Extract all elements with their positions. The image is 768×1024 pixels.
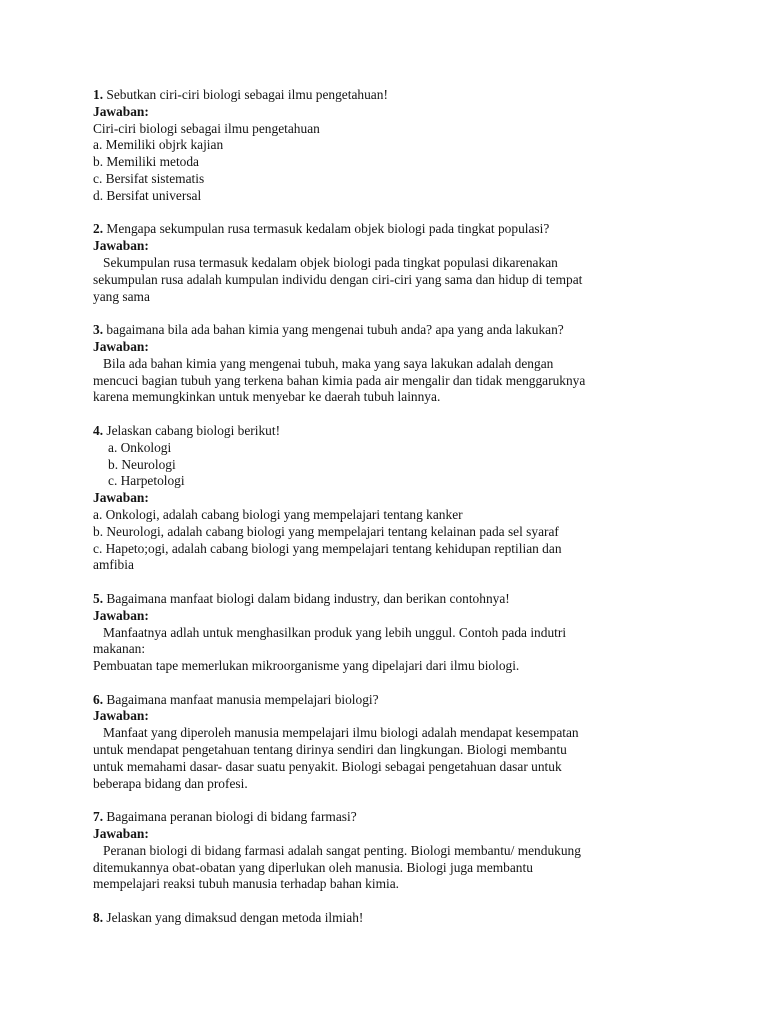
answer-line: b. Memiliki metoda [93,154,199,170]
question-text: bagaimana bila ada bahan kimia yang mengenai tubuh anda? apa yang anda lakukan? [106,322,564,338]
answer-line: amfibia [93,557,134,573]
question-block-8 [93,910,693,927]
answer-line: beberapa bidang dan profesi. [93,775,248,791]
answer-line: Pembuatan tape memerlukan mikroorganisme yang dipelajari dari ilmu biologi. [93,658,520,674]
question-line [93,591,693,608]
question-number: 7. [93,809,104,825]
question-text: Jelaskan cabang biologi berikut! [106,422,281,438]
question-text: Sebutkan ciri-ciri biologi sebagai ilmu pengetahuan! [106,87,388,102]
question-text: Mengapa sekumpulan rusa termasuk kedalam objek biologi pada tingkat populasi? [106,221,550,237]
answer-line: Manfaat yang diperoleh manusia mempelajari ilmu biologi adalah mendapat kesempatan [93,725,579,741]
question-number: 2. [93,221,104,237]
answer-line: c. Bersifat sistematis [93,170,205,186]
answer-label: Jawaban: [93,338,149,354]
answer-line: b. Neurologi, adalah cabang biologi yang mempelajari tentang kelainan pada sel syaraf [93,523,559,539]
question-block-7 [93,809,693,893]
answer-line: a. Onkologi, adalah cabang biologi yang mempelajari tentang kanker [93,506,463,522]
answer-line: Ciri-ciri biologi sebagai ilmu pengetahuan [93,120,320,136]
question-block-3 [93,322,693,406]
sub-item: c. Harpetologi [108,473,185,489]
question-number: 1. [93,87,104,102]
answer-line: makanan: [93,641,146,657]
question-block-2 [93,221,693,305]
question-number: 8. [93,910,104,926]
question-text: Bagaimana peranan biologi di bidang farmasi? [106,809,357,825]
question-block-6 [93,692,693,793]
document-page [93,87,693,944]
answer-line: ditemukannya obat-obatan yang diperlukan oleh manusia. Biologi juga membantu [93,859,533,875]
answer-line: Sekumpulan rusa termasuk kedalam objek biologi pada tingkat populasi dikarenakan [93,254,558,270]
question-text: Bagaimana manfaat biologi dalam bidang industry, dan berikan contohnya! [106,590,510,606]
question-block-1 [93,87,693,205]
answer-line: c. Hapeto;ogi, adalah cabang biologi yang mempelajari tentang kehidupan reptilian dan [93,540,562,556]
question-number: 3. [93,322,104,338]
question-line [93,423,693,440]
question-number: 4. [93,422,104,438]
answer-label: Jawaban: [93,103,149,119]
question-number: 5. [93,590,104,606]
sub-item: b. Neurologi [108,456,176,472]
question-block-5 [93,591,693,675]
answer-line: mempelajari reaksi tubuh manusia terhadap bahan kimia. [93,876,400,892]
answer-label: Jawaban: [93,607,149,623]
answer-line: Peranan biologi di bidang farmasi adalah sangat penting. Biologi membantu/ mendukung [93,842,581,858]
question-line [93,910,693,927]
answer-line: Manfaatnya adlah untuk menghasilkan produk yang lebih unggul. Contoh pada indutri [93,624,567,640]
question-block-4 [93,423,693,574]
question-line [93,322,693,339]
sub-item: a. Onkologi [108,439,172,455]
answer-line: yang sama [93,288,150,304]
answer-label: Jawaban: [93,708,149,724]
question-text: Jelaskan yang dimaksud dengan metoda ilmiah! [106,910,364,926]
question-text: Bagaimana manfaat manusia mempelajari biologi? [106,691,379,707]
question-number: 6. [93,691,104,707]
answer-label: Jawaban: [93,238,149,254]
answer-line: untuk mendapat pengetahuan tentang dirinya sendiri dan lingkungan. Biologi membantu [93,742,567,758]
answer-line: mencuci bagian tubuh yang terkena bahan kimia pada air mengalir dan tidak menggaruknya [93,372,586,388]
question-line [93,809,693,826]
answer-line: d. Bersifat universal [93,187,202,203]
answer-label: Jawaban: [93,490,149,506]
question-line [93,221,693,238]
question-line [93,692,693,709]
answer-line: a. Memiliki objrk kajian [93,137,224,153]
answer-label: Jawaban: [93,826,149,842]
answer-line: karena memungkinkan untuk menyebar ke daerah tubuh lainnya. [93,389,441,405]
answer-line: untuk memahami dasar- dasar suatu penyakit. Biologi sebagai pengetahuan dasar untuk [93,758,562,774]
answer-line: sekumpulan rusa adalah kumpulan individu dengan ciri-ciri yang sama dan hidup di tempat [93,271,583,287]
question-line [93,87,693,104]
answer-line: Bila ada bahan kimia yang mengenai tubuh, maka yang saya lakukan adalah dengan [93,355,554,371]
